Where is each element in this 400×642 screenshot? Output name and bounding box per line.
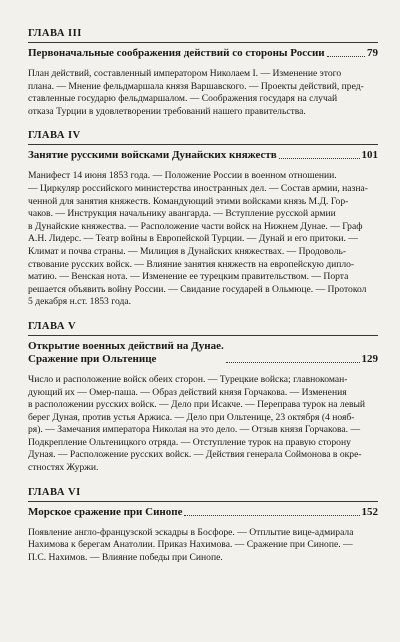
- table-of-contents: [28, 28, 378, 576]
- summary-line: Появление англо-французской эскадры в Босфоре. — Отплытие вице-адмирала: [28, 526, 354, 538]
- summary-line: ченной для занятия княжеств. Командующий этими войсками князь М.Д. Гор-: [28, 195, 349, 207]
- page-number: 152: [361, 505, 378, 518]
- summary-line: матию. — Венская нота. — Изменение ее турецким правительством. — Порта: [28, 271, 349, 283]
- chapter-summary: [28, 68, 378, 118]
- summary-line: Климат и почва страны. — Милиция в Дунайских княжествах. — Продоволь-: [28, 245, 347, 257]
- chapter-title-line: Занятие русскими войсками Дунайских княжеств: [28, 149, 277, 162]
- chapter-label: ГЛАВА III: [28, 28, 378, 43]
- summary-line: Подкрепление Ольтеницкого отряда. — Отступление турок на правую сторону: [28, 436, 351, 448]
- chapter-title-line: Первоначальные соображения действий со стороны России: [28, 47, 325, 59]
- dot-leader: [327, 56, 365, 57]
- chapter-label: ГЛАВА V: [28, 321, 378, 336]
- chapter-entry: [28, 321, 378, 475]
- chapter-title-line: Морское сражение при Синопе: [28, 505, 183, 518]
- page-number: 79: [367, 47, 378, 59]
- summary-line: берег Дуная, против устья Аржиса. — Дело при Ольтенице, 23 октября (4 нояб-: [28, 411, 355, 423]
- summary-line: П.С. Нахимов. — Влияние победы при Синопе.: [28, 551, 223, 563]
- summary-line: ставленные государю фельдмаршалом. — Соображения государя на случай: [28, 93, 338, 105]
- summary-line: Дуная. — Расположение русских войск. — Действия генерала Соймонова в окре-: [28, 449, 362, 461]
- chapter-entry: [28, 130, 378, 309]
- chapter-entry: [28, 28, 378, 118]
- chapter-title-row: [28, 47, 378, 60]
- summary-line: решается объявить войну России. — Свидание государей в Ольмюце. — Протокол: [28, 283, 367, 295]
- summary-line: Нахимова к берегам Анатолии. Приказ Нахимова. — Сражение при Синопе. —: [28, 539, 353, 551]
- chapter-title: [28, 506, 182, 519]
- dot-leader: [279, 158, 360, 159]
- chapter-title-line: Открытие военных действий на Дунае.: [28, 339, 224, 352]
- page-number: 101: [361, 149, 378, 162]
- summary-line: в Дунайские княжества. — Расположение части войск на Нижнем Дунае. — Граф: [28, 220, 363, 232]
- chapter-title: [28, 340, 224, 366]
- summary-line: А.Н. Лидерс. — Театр войны в Европейской Турции. — Дунай и его притоки. —: [28, 233, 358, 245]
- summary-line: Число и расположение войск обеих сторон. — Турецкие войска; главнокоман-: [28, 373, 348, 385]
- summary-line: ря). — Замечания императора Николая на это дело. — Отзыв князя Горчакова. —: [28, 424, 361, 436]
- chapter-title-line: Сражение при Ольтенице: [28, 352, 157, 365]
- summary-line: в расположении русских войск. — Дело при Исакче. — Переправа турок на левый: [28, 399, 366, 411]
- chapter-summary: [28, 170, 378, 309]
- dot-leader: [226, 362, 360, 363]
- summary-line: 5 декабря н.ст. 1853 года.: [28, 296, 131, 308]
- chapter-title-row: [28, 340, 378, 366]
- chapter-title: [28, 149, 277, 162]
- summary-line: плана. — Мнение фельдмаршала князя Варшавского. — Проекты действий, пред-: [28, 80, 364, 92]
- chapter-title-row: [28, 506, 378, 519]
- summary-line: ствование русских войск. — Влияние занятия княжеств на европейскую дипло-: [28, 258, 355, 270]
- chapter-title: [28, 47, 325, 60]
- summary-line: отказа Турции в удовлетворении требований нашего правительства.: [28, 105, 306, 117]
- summary-line: — Циркуляр российского министерства иностранных дел. — Состав армии, назна-: [28, 182, 368, 194]
- chapter-summary: [28, 374, 378, 475]
- dot-leader: [184, 515, 359, 516]
- chapter-label: ГЛАВА IV: [28, 130, 378, 145]
- page-number: 129: [361, 352, 378, 365]
- chapter-summary: [28, 527, 378, 565]
- chapter-entry: [28, 487, 378, 565]
- chapter-label: ГЛАВА VI: [28, 487, 378, 502]
- summary-line: План действий, составленный императором Николаем I. — Изменение этого: [28, 68, 342, 79]
- summary-line: чаков. — Инструкция начальнику авангарда. — Вступление русской армии: [28, 208, 336, 220]
- summary-line: Манифест 14 июня 1853 года. — Положение России в военном отношении.: [28, 170, 337, 182]
- chapter-title-row: [28, 149, 378, 162]
- summary-line: стностях Журжи.: [28, 462, 99, 474]
- summary-line: дующий их — Омер-паша. — Образ действий князя Горчакова. — Изменения: [28, 386, 347, 398]
